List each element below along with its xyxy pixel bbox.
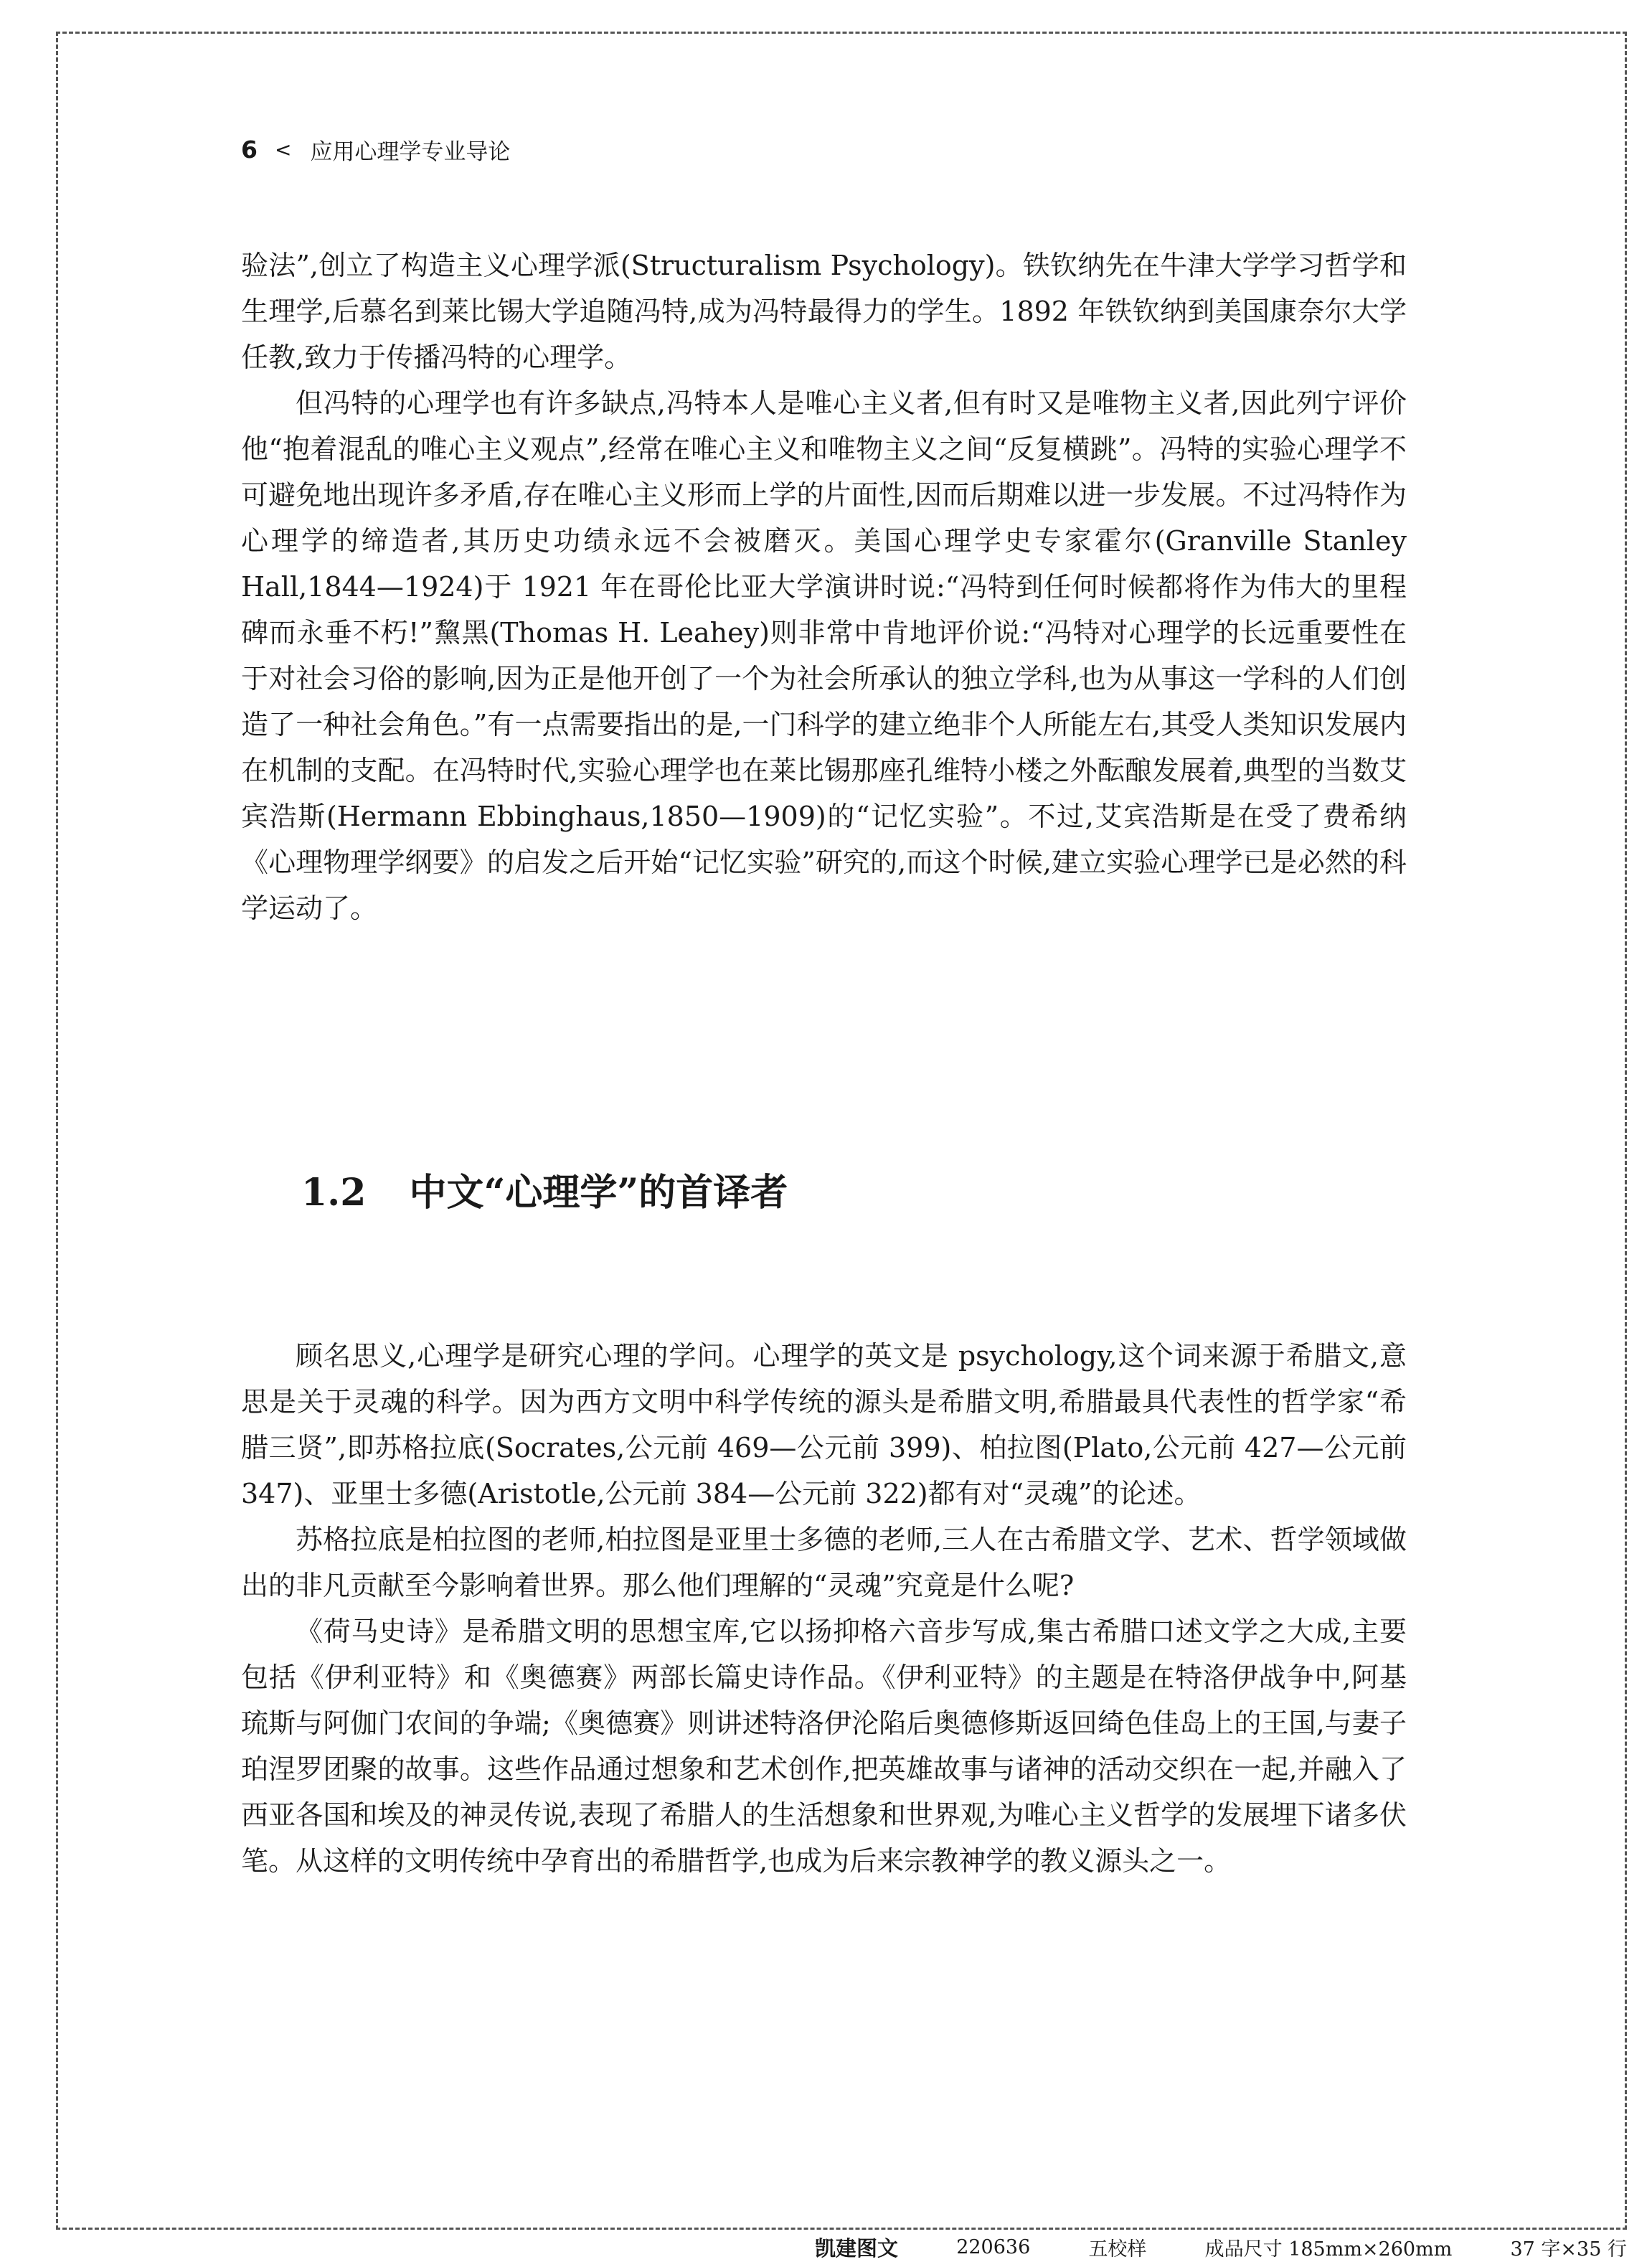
paragraph: 但冯特的心理学也有许多缺点,冯特本人是唯心主义者,但有时又是唯物主义者,因此列宁评价他“抱着混乱的唯心主义观点”,经常在唯心主义和唯物主义之间“反复横跳”。冯特的实验心理学不可避免地出现许多矛盾,存在唯心主义形而上学的片面性,因而后期难以进一步发展。不过冯特作为心理学的缔造者,其历史功绩永远不会被磨灭。美国心理学史专家霍尔(Granville Stanley Hall,1844—1924)于 1921 年在哥伦比亚大学演讲时说:“冯特到任何时候都将作为伟大的里程碑而永垂不朽!”黧黑(Thomas H. Leahey)则非常中肯地评价说:“冯特对心理学的长远重要性在于对社会习俗的影响,因为正是他开创了一个为社会所承认的独立学科,也为从事这一学科的人们创造了一种社会角色。”有一点需要指出的是,一门科学的建立绝非个人所能左右,其受人类知识发展内在机制的支配。在冯特时代,实验心理学也在莱比锡那座孔维特小楼之外酝酿发展着,典型的当数艾宾浩斯(Hermann Ebbinghaus,1850—1909)的“记忆实验”。不过,艾宾浩斯是在受了费希纳《心理物理学纲要》的启发之后开始“记忆实验”研究的,而这个时候,建立实验心理学已是必然的科学运动了。 [241,387,1407,924]
print-footer [815,2233,1627,2261]
paragraph: 验法”,创立了构造主义心理学派(Structuralism Psychology)。铁钦纳先在牛津大学学习哲学和生理学,后慕名到莱比锡大学追随冯特,成为冯特最得力的学生。1892 年铁钦纳到美国康奈尔大学任教,致力于传播冯特的心理学。 [241,250,1407,373]
paragraph: 苏格拉底是柏拉图的老师,柏拉图是亚里士多德的老师,三人在古希腊文学、艺术、哲学领域做出的非凡贡献至今影响着世界。那么他们理解的“灵魂”究竟是什么呢? [241,1524,1407,1601]
section-title: 中文“心理学”的首译者 [409,1171,788,1215]
book-title: 应用心理学专业导论 [310,139,511,165]
footer-trim-size: 成品尺寸 185mm×260mm [1204,2238,1453,2261]
footer-proof-stage: 五校样 [1088,2238,1147,2261]
paragraph: 《荷马史诗》是希腊文明的思想宝库,它以扬抑格六音步写成,集古希腊口述文学之大成,主要包括《伊利亚特》和《奥德赛》两部长篇史诗作品。《伊利亚特》的主题是在特洛伊战争中,阿基琉斯与阿伽门农间的争端;《奥德赛》则讲述特洛伊沦陷后奥德修斯返回绮色佳岛上的王国,与妻子珀涅罗团聚的故事。这些作品通过想象和艺术创作,把英雄故事与诸神的活动交织在一起,并融入了西亚各国和埃及的神灵传说,表现了希腊人的生活想象和世界观,为唯心主义哲学的发展埋下诸多伏笔。从这样的文明传统中孕育出的希腊哲学,也成为后来宗教神学的教义源头之一。 [241,1616,1407,1877]
section-number: 1.2 [301,1171,367,1215]
footer-brand: 凯建图文 [815,2235,899,2261]
running-head [241,133,510,166]
section-heading [301,1162,788,1216]
footer-grid: 37 字×35 行 [1510,2238,1627,2261]
chevron-left-icon: < [274,138,292,161]
body-block-section [241,1333,1407,1884]
paragraph: 顾名思义,心理学是研究心理的学问。心理学的英文是 psychology,这个词来源于希腊文,意思是关于灵魂的科学。因为西方文明中科学传统的源头是希腊文明,希腊最具代表性的哲学家“希腊三贤”,即苏格拉底(Socrates,公元前 469—公元前 399)、柏拉图(Plato,公元前 427—公元前 347)、亚里士多德(Aristotle,公元前 384—公元前 322)都有对“灵魂”的论述。 [241,1340,1407,1509]
page-number: 6 [241,136,258,164]
footer-job-code: 220636 [956,2235,1031,2258]
body-block-top [241,242,1407,931]
